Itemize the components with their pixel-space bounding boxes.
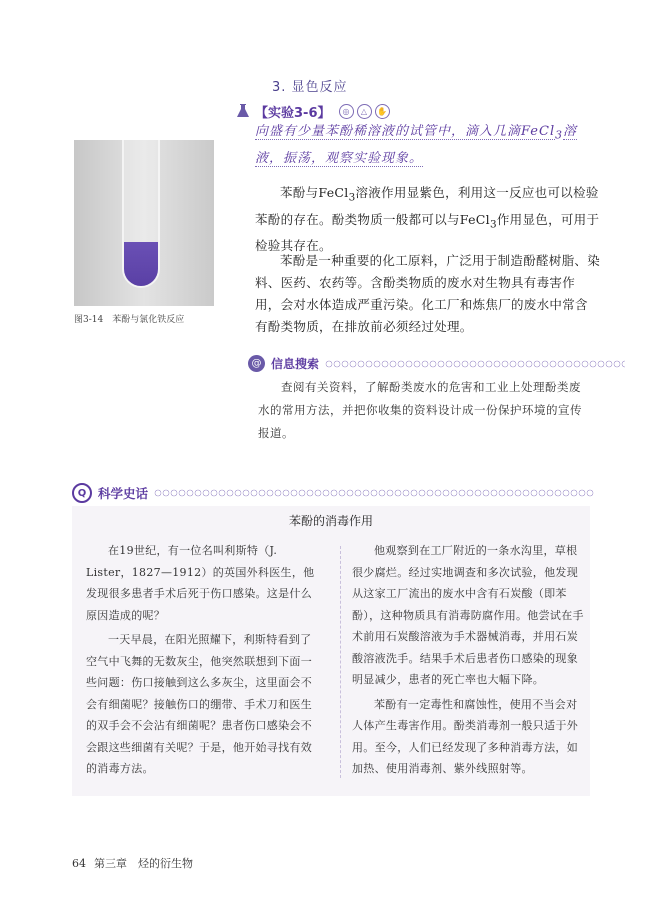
flask-icon [235, 103, 251, 119]
info-search-header [248, 355, 625, 372]
history-right-column [352, 540, 584, 783]
section-title: 3. 显色反应 [272, 80, 348, 95]
paragraph-color-reaction: 苯酚与FeCl$_3$溶液作用显紫色，利用这一反应也可以检验苯酚的存在。酚类物质一般都可以与FeCl$_3$作用显色，可用于检验其存在。 [255, 185, 600, 253]
page-footer [72, 855, 193, 871]
history-label: 科学史话 [98, 486, 149, 501]
history-paragraph: 苯酚有一定毒性和腐蚀性，使用不当会对人体产生毒害作用。酚类消毒剂一般只适于外用。至今，人们已经发现了多种消毒方法，如加热、使用消毒剂、紫外线照射等。 [352, 697, 578, 775]
info-search-text: 查阅有关资料，了解酚类废水的危害和工业上处理酚类废水的常用方法，并把你收集的资料设计成一份保护环境的宣传报道。 [258, 380, 582, 440]
wavy-divider [154, 489, 594, 497]
magnifier-icon: Q [72, 483, 92, 503]
at-icon: @ [248, 355, 265, 372]
wavy-divider [325, 360, 625, 368]
figure-caption: 图3-14 苯酚与氯化铁反应 [74, 315, 185, 325]
experiment-label: 【实验3-6】 [255, 105, 331, 121]
column-divider [340, 546, 341, 778]
purple-solution [124, 242, 158, 286]
page-number: 64 [72, 857, 86, 870]
safety-icons [339, 104, 393, 119]
history-paragraph: 在19世纪，有一位名叫利斯特（J. Lister，1827—1912）的英国外科医生，他发现很多患者手术后死于伤口感染。这是什么原因造成的呢？ [86, 544, 315, 622]
history-header [72, 483, 594, 503]
chapter-title: 第三章 烃的衍生物 [94, 857, 193, 870]
experiment-header [235, 100, 393, 122]
paragraph-phenol-uses: 苯酚是一种重要的化工原料，广泛用于制造酚醛树脂、染料、医药、农药等。含酚类物质的废水对生物具有毒害作用，会对水体造成严重污染。化工厂和炼焦厂的废水中常含有酚类物质，在排放前必须经过处理。 [255, 253, 601, 334]
experiment-text: 向盛有少量苯酚稀溶液的试管中，滴入几滴FeCl$_3$溶液，振荡，观察实验现象。 [255, 124, 578, 166]
hazard-icon: △ [357, 104, 372, 119]
info-search-label: 信息搜索 [271, 357, 320, 371]
hand-wash-icon: ✋ [375, 104, 390, 119]
history-title: 苯酚的消毒作用 [288, 514, 373, 528]
history-paragraph: 他观察到在工厂附近的一条水沟里，草根很少腐烂。经过实地调查和多次试验，他发现从这家工厂流出的废水中含有石炭酸（即苯酚），这种物质具有消毒防腐作用。他尝试在手术前用石炭酸溶液为手术器械消毒，并用石炭酸溶液洗手。结果手术后患者伤口感染的现象明显减少，患者的死亡率也大幅下降。 [352, 544, 584, 686]
history-left-column [86, 540, 318, 783]
goggles-icon: ◎ [339, 104, 354, 119]
history-paragraph: 一天早晨，在阳光照耀下，利斯特看到了空气中飞舞的无数灰尘，他突然联想到下面一些问题：伤口接触到这么多灰尘，这里面会不会有细菌呢？接触伤口的绷带、手术刀和医生的双手会不会沾有细菌呢？患者伤口感染会不会跟这些细菌有关呢？于是，他开始寻找有效的消毒方法。 [86, 633, 312, 775]
